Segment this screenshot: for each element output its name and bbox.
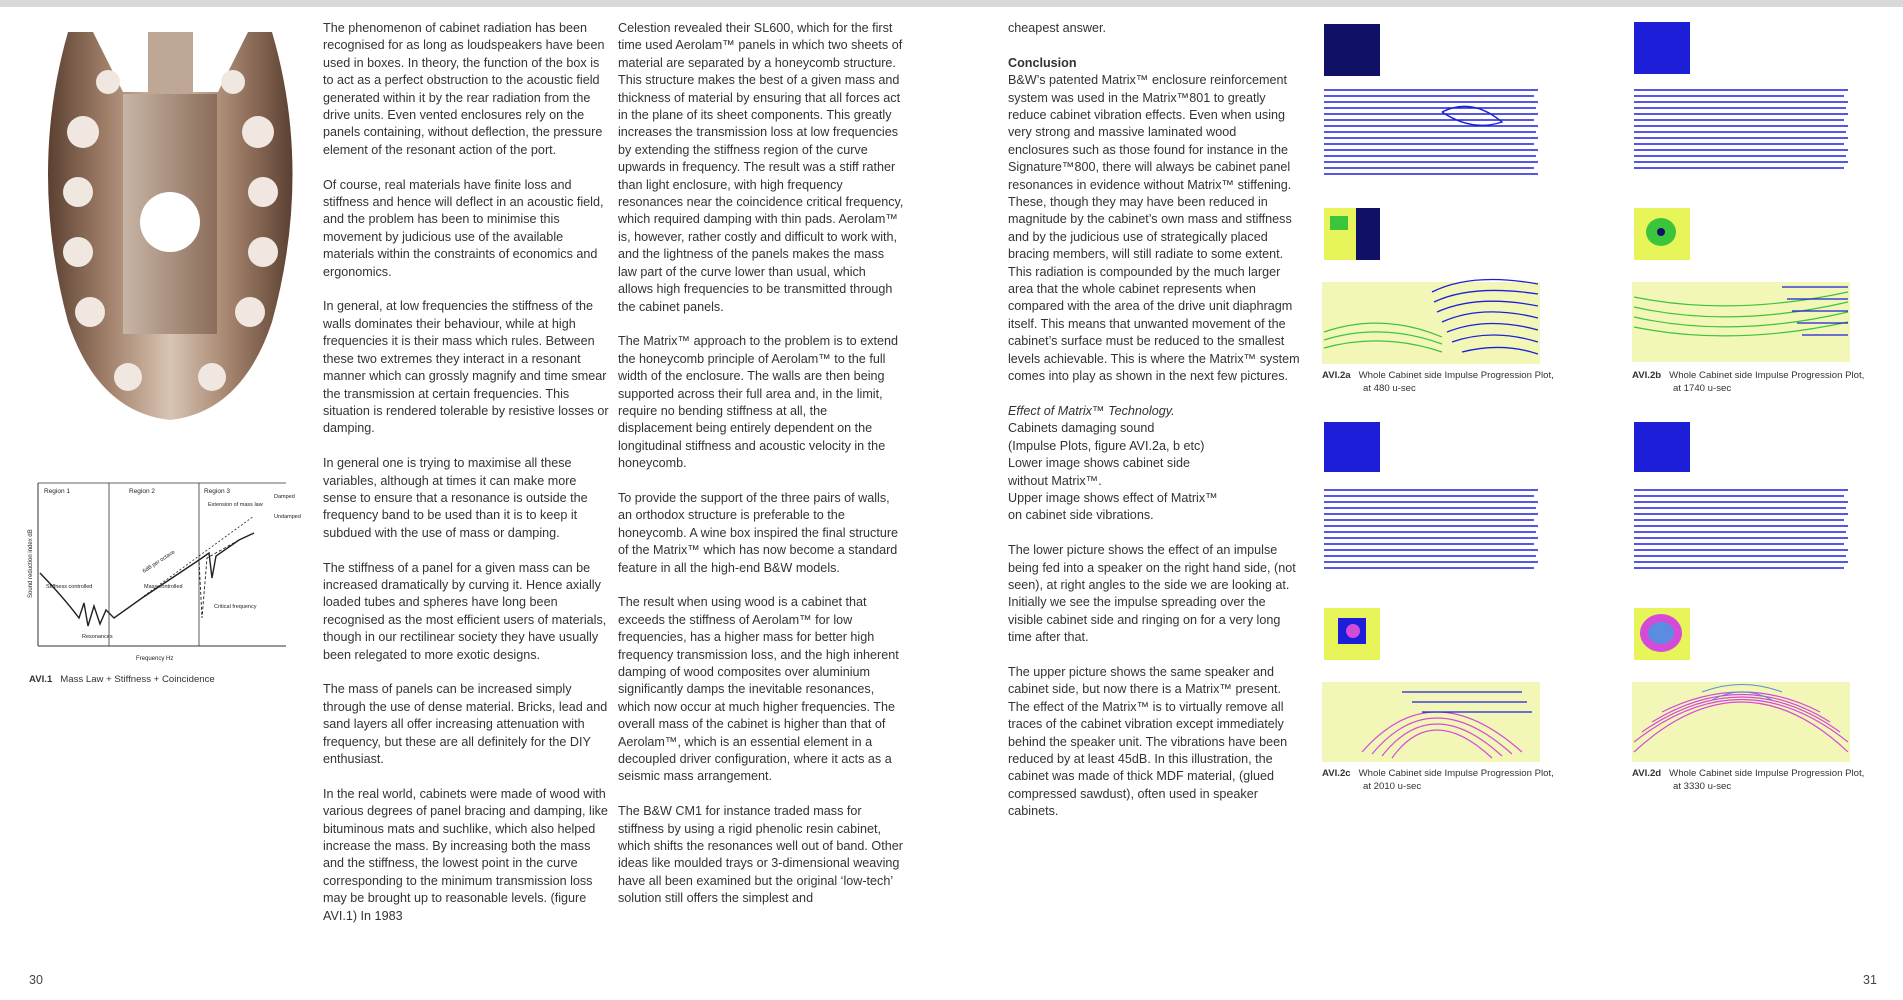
plot-avi-2a-lower-square bbox=[1324, 208, 1380, 260]
x-axis-label: Frequency Hz bbox=[136, 656, 174, 662]
plot-avi-2c-lower-surface bbox=[1322, 672, 1540, 764]
plot-avi-2b-lower-surface bbox=[1632, 277, 1850, 367]
conclusion-heading: Conclusion bbox=[1008, 55, 1077, 70]
col2-paragraph: To provide the support of the three pairs of walls, an orthodox structure is preferable to the honeycomb. A wine box inspired the final structure of the Matrix™ which has now become a standard feature in all the high-end B&W models. bbox=[618, 490, 899, 575]
plot-avi-2c-time: at 2010 u-sec bbox=[1363, 780, 1422, 792]
plot-avi-2a-title: Whole Cabinet side Impulse Progression Plot, bbox=[1358, 370, 1554, 381]
top-bar bbox=[0, 0, 1903, 7]
plot-avi-2d-id: AVI.2d bbox=[1632, 768, 1662, 779]
effect-line: Lower image shows cabinet side bbox=[1008, 456, 1191, 471]
col1-paragraph: In general, at low frequencies the stiffness of the walls dominates their behaviour, while at high frequencies it is their mass which rules. Between these two extremes they interact in a resonant manner which can grossly magnify and time smear the transmission at certain frequencies. This situation is rendered tolerable by resistive losses or damping. bbox=[323, 299, 609, 436]
col2-paragraph: The Matrix™ approach to the problem is to extend the honeycomb principle of Aerolam™ to the full width of the enclosure. The walls are then being supported across their full area and, in the limit, require no bending stiffness at all, the displacement being entirely dependent on the longitudinal stiffness and acoustic velocity in the honeycomb. bbox=[618, 334, 899, 471]
plot-avi-2d-time: at 3330 u-sec bbox=[1673, 780, 1732, 792]
annotation-critical-frequency: Critical frequency bbox=[214, 604, 257, 610]
page-number-right: 31 bbox=[1863, 973, 1877, 987]
plot-avi-2d-title: Whole Cabinet side Impulse Progression Plot, bbox=[1669, 768, 1865, 779]
effect-line: Upper image shows effect of Matrix™ bbox=[1008, 490, 1218, 505]
plot-avi-2a bbox=[1322, 22, 1540, 362]
plot-avi-2d-upper-surface bbox=[1632, 482, 1850, 582]
plot-avi-2d-lower-surface bbox=[1632, 662, 1850, 762]
plot-avi-2a-upper-surface bbox=[1322, 82, 1540, 182]
text-column-1 bbox=[323, 20, 609, 942]
plot-avi-2b-caption bbox=[1632, 370, 1892, 395]
lower-picture-text: The lower picture shows the effect of an impulse being fed into a speaker on the right hand side, (not seen), at right angles to the side we are looking at. Initially we see the impulse spreading over the visible cabinet side and ringing on for a very long time after that. bbox=[1008, 543, 1296, 645]
effect-line: (Impulse Plots, figure AVI.2a, b etc) bbox=[1008, 438, 1205, 453]
col3-lead: cheapest answer. bbox=[1008, 21, 1107, 35]
text-column-3 bbox=[1008, 20, 1300, 838]
text-column-2 bbox=[618, 20, 904, 925]
plot-avi-2a-upper-square bbox=[1324, 24, 1380, 76]
plot-avi-2b bbox=[1632, 22, 1850, 362]
page-number-left: 30 bbox=[29, 973, 43, 987]
col1-paragraph: In general one is trying to maximise all these variables, although at times it can make more sense to ensure that a resonance is outside the frequency band to be used than it is to keep it subdued with the use of mass or damping. bbox=[323, 456, 588, 540]
plot-avi-2a-id: AVI.2a bbox=[1322, 370, 1351, 381]
region-1-label: Region 1 bbox=[44, 488, 71, 495]
col2-paragraph: Celestion revealed their SL600, which for the first time used Aerolam™ panels in which two sheets of material are separated by a honeycomb structure. This structure makes the best of a given mass and thickness of material by ensuring that all forces act in the plane of its sheet components. This greatly increases the transmission loss at low frequencies by extending the stiffness region of the curve upwards in frequency. The result was a stiff rather than light enclosure, with high frequency resonances near the coincidence critical frequency, which required damping with thin pads. Aerolam™ is, however, rather costly and difficult to work with, and the lightness of the panels makes the mass law part of the curve lower than usual, which allows high frequencies to be transmitted through the cabinet panels. bbox=[618, 21, 904, 314]
figure-1-caption bbox=[29, 674, 299, 687]
figure-1-caption-id: AVI.1 bbox=[29, 674, 53, 685]
col2-paragraph: The result when using wood is a cabinet that exceeds the stiffness of Aerolam™ for low frequencies, has a higher mass for better high frequency transmission loss, and the high inherent damping of wood composites over aluminium significantly damps the inevitable resonances, which now occur at much higher frequencies. The overall mass of the cabinet is higher than that of Aerolam™, which is an essential element in a decoupled driver configuration, where it acts as a seismic mass arrangement. bbox=[618, 595, 899, 784]
matrix-cabinet-photo bbox=[28, 22, 313, 422]
plot-avi-2c-caption bbox=[1322, 768, 1582, 793]
plot-avi-2b-time: at 1740 u-sec bbox=[1673, 382, 1732, 394]
col1-paragraph: In the real world, cabinets were made of wood with various degrees of panel bracing and damping, like bituminous mats and suchlike, which also helped increase the mass. By increasing both the mass and the stiffness, the lowest point in the curve corresponding to the minimum transmission loss may be brought up to reasonable levels. (figure AVI.1) In 1983 bbox=[323, 786, 608, 923]
figure-1-caption-text: Mass Law + Stiffness + Coincidence bbox=[60, 674, 215, 685]
annotation-damped: Damped bbox=[274, 494, 295, 500]
effect-heading: Effect of Matrix™ Technology. bbox=[1008, 403, 1175, 418]
annotation-resonances: Resonances bbox=[82, 634, 113, 640]
y-axis-label: Sound reduction index dB bbox=[28, 529, 34, 598]
plot-avi-2d-upper-square bbox=[1634, 422, 1690, 472]
plot-avi-2c-id: AVI.2c bbox=[1322, 768, 1351, 779]
plot-avi-2a-time: at 480 u-sec bbox=[1363, 382, 1416, 394]
col1-paragraph: Of course, real materials have finite loss and stiffness and hence will deflect in an acoustic field, and the problem has been to minimise this movement by judicious use of the available materials within the constraints of economics and ergonomics. bbox=[323, 177, 604, 279]
effect-line: Cabinets damaging sound bbox=[1008, 421, 1155, 436]
plot-avi-2d-caption bbox=[1632, 768, 1892, 793]
col1-paragraph: The phenomenon of cabinet radiation has been recognised for as long as loudspeakers have been used in boxes. In theory, the function of the box is to act as a perfect obstruction to the acoustic field generated within it by the rear radiation from the drive units. Even vented enclosures rely on the panels containing, without deflection, the pressure element of the resonant action of the port. bbox=[323, 21, 605, 157]
upper-picture-text: The upper picture shows the same speaker and cabinet side, but now there is a Matrix™ present. The effect of the Matrix™ is to virtually remove all traces of the cabinet vibration except immediately behind the speaker unit. The vibrations have been reduced by at least 45dB. In this illustration, the cabinet was made of thick MDF material, (glued compressed sawdust), often used in speaker cabinets. bbox=[1008, 664, 1288, 819]
plot-avi-2d-lower-square bbox=[1634, 608, 1690, 660]
region-3-label: Region 3 bbox=[204, 488, 231, 495]
plot-avi-2b-upper-surface bbox=[1632, 82, 1850, 182]
plot-avi-2a-lower-surface bbox=[1322, 272, 1540, 364]
effect-line: without Matrix™. bbox=[1008, 473, 1102, 488]
annotation-6db: 6dB per octave bbox=[141, 549, 177, 575]
plot-avi-2b-title: Whole Cabinet side Impulse Progression Plot, bbox=[1669, 370, 1865, 381]
plot-avi-2c-upper-surface bbox=[1322, 482, 1540, 582]
plot-avi-2b-upper-square bbox=[1634, 22, 1690, 74]
plot-avi-2b-lower-square bbox=[1634, 208, 1690, 260]
annotation-extension: Extension of mass law bbox=[208, 502, 263, 508]
annotation-mass-controlled: Mass controlled bbox=[144, 584, 183, 590]
mass-law-graph bbox=[24, 478, 309, 663]
col2-paragraph: The B&W CM1 for instance traded mass for stiffness by using a rigid phenolic resin cabinet, which shifts the resonances well out of band. Other ideas like moulded trays or 3-dimensional weaving have all been examined but the original ‘low-tech’ solution still offers the simplest and bbox=[618, 804, 903, 906]
region-2-label: Region 2 bbox=[129, 488, 156, 495]
annotation-stiffness: Stiffness controlled bbox=[46, 584, 93, 590]
plot-avi-2c-title: Whole Cabinet side Impulse Progression Plot, bbox=[1358, 768, 1554, 779]
annotation-undamped: Undamped bbox=[274, 514, 301, 520]
plot-avi-2d bbox=[1632, 422, 1850, 762]
col1-paragraph: The stiffness of a panel for a given mass can be increased dramatically by curving it. Hence axially loaded tubes and spheres have long been recognised as the most efficient users of materials, though in our rectilinear society they have usually been relegated to more exotic designs. bbox=[323, 560, 607, 662]
plot-avi-2c-upper-square bbox=[1324, 422, 1380, 472]
plot-avi-2c-lower-square bbox=[1324, 608, 1380, 660]
plot-avi-2b-id: AVI.2b bbox=[1632, 370, 1662, 381]
plot-avi-2a-caption bbox=[1322, 370, 1582, 395]
plot-avi-2c bbox=[1322, 422, 1540, 762]
conclusion-text: B&W’s patented Matrix™ enclosure reinforcement system was used in the Matrix™801 to greatly reduce cabinet vibration effects. Even when using very strong and massive laminated wood enclosures such as those found for instance in the Signature™800, there will always be cabinet panel resonances in evidence without Matrix™ stiffening. These, though they may have been reduced in magnitude by the cabinet’s own mass and stiffness and by the judicious use of strategically placed bracing members, will still radiate to some extent. This radiation is compounded by the much larger area that the whole cabinet represents when compared with the area of the drive unit diaphragm itself. This means that unwanted movement of the cabinet’s surface must be reduced to the smallest levels achievable. This is where the Matrix™ system comes into play as shown in the next few pictures. bbox=[1008, 73, 1300, 384]
col1-paragraph: The mass of panels can be increased simply through the use of dense material. Bricks, lead and sand layers all offer increasing attenuation with frequency, but these are all definitely for the DIY enthusiast. bbox=[323, 682, 608, 766]
effect-line: on cabinet side vibrations. bbox=[1008, 508, 1154, 523]
